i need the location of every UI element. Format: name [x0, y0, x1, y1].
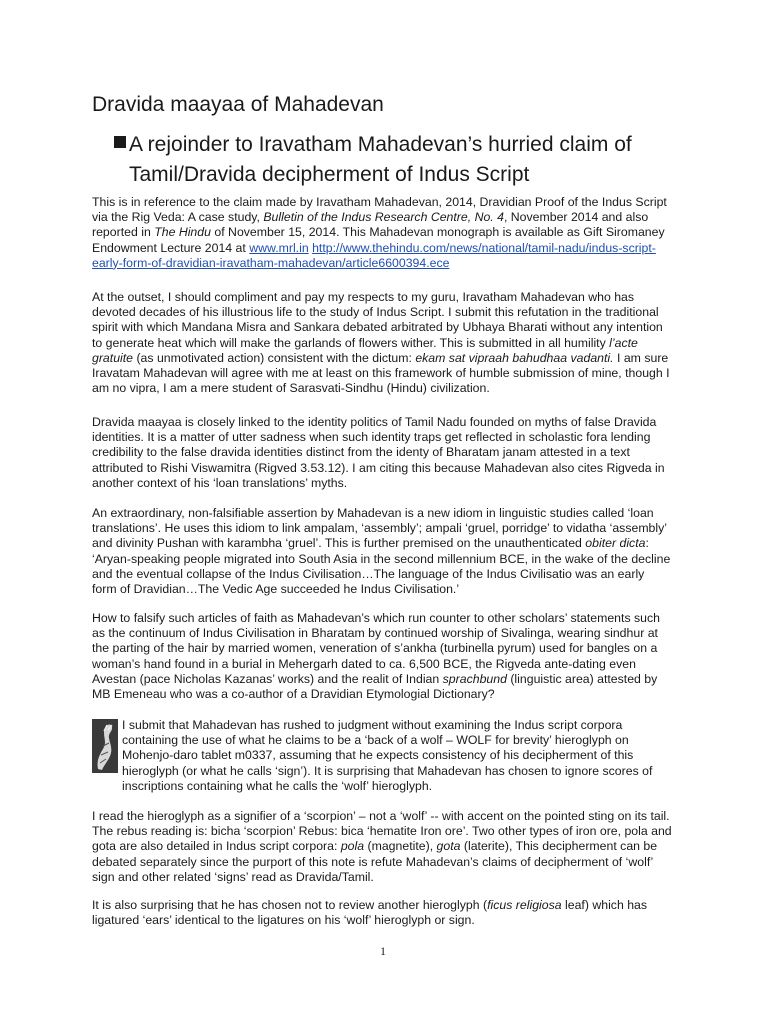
subtitle-line-1: A rejoinder to Iravatham Mahadevan’s hurried claim of [129, 133, 632, 156]
p8-text-a: It is also surprising that he has chosen not to review another hieroglyph ( [92, 898, 488, 912]
wolf-hieroglyph-figure [92, 719, 118, 773]
paragraph-7 [92, 809, 672, 885]
p1-text-a: This is in reference to the claim made by Iravatham Mahadevan, 2014, Dravidian Proof of the Indus Script via the Rig Veda: A case study, [92, 195, 667, 225]
thehindu-link[interactable]: http://www.thehindu.com/news/national/tamil-nadu/indus-script-early-form-of-dravidian-iravatham-mahadevan/article6600394.ece [92, 240, 656, 270]
paragraph-3: Dravida maayaa is closely linked to the identity politics of Tamil Nadu founded on myths of false Dravida identities. It is a matter of utter sadness when such identity traps get reflected in scholastic fora lending credibility to the false dravida identities distinct from the identy of Bharatam janam attested in a text attributed to Rishi Viswamitra (Rigved 3.53.12). I am citing this because Mahadevan also cites Rigveda in another context of his ‘loan translations’ myths. [92, 415, 665, 490]
p7-text-e: (laterite), This decipherment can be debated separately since the purport of this note is refute Mahadevan’s claims of decipherment of ‘wolf’ sign and other related ‘signs’ read as Dravida/Tamil. [92, 839, 658, 884]
p7-text-a: I read the hieroglyph as a signifier of a ‘scorpion’ – not a ‘wolf’ -- with accent on the pointed sting on its tail. The rebus reading is: bicha ‘scorpion’ Rebus: bica ‘hematite Iron ore’. Two other types of iron ore, pola and gota are also detailed in Indus script corpora: [92, 809, 672, 854]
p2-text-d: ekam sat vipraah bahudhaa vadanti. [415, 350, 614, 365]
p8-text-b: ficus religiosa [487, 898, 562, 912]
p7-text-b: pola [340, 839, 365, 854]
p5-text-a: How to falsify such articles of faith as Mahadevan’s which run counter to other scholars’ statements such as the continuum of Indus Civilisation in Bharatam by continued worship of Sivalinga, wearing sindhur at the parting of the hair by married women, veneration of s’ankha (turbinella pyrum) used for bangles on a woman’s hand found in a burial in Mehergarh dated to ca. 6,500 BCE, the Rigveda ante-dating even Avestan (pace Nicholas Kazanas’ works) and the realit of Indian [92, 611, 660, 686]
p1-text-e: of November 15, 2014. This Mahadevan monograph is available as Gift Siromaney Endowment Lecture 2014 at [92, 225, 665, 255]
paragraph-2 [92, 290, 672, 396]
p2-text-b: l’acte gratuite [92, 335, 638, 365]
p4-text-a: An extraordinary, non-falsifiable assertion by Mahadevan is a new idiom in linguistic studies called ‘loan translations’. He uses this idiom to link ampalam, ‘assembly’; ampali ‘gruel, porridge’ to vidatha ‘assembly’ and divinity Pushan with karambha ‘gruel’. This is further premised on the unauthenticated [92, 506, 667, 551]
p7-text-d: gota [436, 839, 461, 854]
square-bullet-icon [114, 136, 126, 148]
p2-text-c: (as unmotivated action) consistent with the dictum: [133, 350, 416, 365]
paragraph-1 [92, 195, 672, 271]
p4-text-c: : ‘Aryan-speaking people migrated into South Asia in the second millennium BCE, in the wake of the decline and the eventual collapse of the Indus Civilisation…The language of the Indus Civilisatio was an early form of Dravidian…The Vedic Age succeeded he Indus Civilisation.’ [92, 536, 671, 597]
p2-text-e: I am sure Iravatam Mahadevan will agree with me at least on this framework of humble submission of mine, though I am no vipra, I am a mere student of Sarasvati-Sindhu (Hindu) civilization. [92, 350, 670, 396]
p2-text-a: At the outset, I should compliment and pay my respects to my guru, Iravatham Mahadevan who has devoted decades of his illustrious life to the study of Indus Script. I submit this refutation in the traditional spirit with which Mandana Misra and Sankara debated arbitrated by Ubhaya Bharati without any intention to generate heat which will make the garlands of flowers wither. This is submitted in all humility [92, 290, 663, 350]
paragraph-5 [92, 611, 672, 702]
paragraph-8 [92, 898, 672, 928]
page-number: 1 [380, 944, 386, 958]
p5-text-c: (linguistic area) attested by MB Emeneau who was a co-author of a Dravidian Etymologial Dictionary? [92, 671, 658, 702]
p1-text-c: , November 2014 and also reported in [92, 210, 649, 240]
p5-text-b: sprachbund [442, 671, 507, 686]
p8-text-c: leaf) which has ligatured ‘ears’ identical to the ligatures on his ‘wolf’ hieroglyph or sign. [92, 898, 648, 928]
document-title: Dravida maayaa of Mahadevan [92, 93, 384, 116]
p1-text-b: Bulletin of the Indus Research Centre, No. 4 [263, 210, 504, 225]
paragraph-6: I submit that Mahadevan has rushed to judgment without examining the Indus script corpora containing the use of what he claims to be a ‘back of a wolf – WOLF for brevity’ hieroglyph on Mohenjo-daro tablet m0337, assuming that he expects consistency of his decipherment of this hieroglyph (or what he calls ‘sign’). It is surprising that Mahadevan has chosen to ignore scores of inscriptions containing what he calls the ‘wolf’ hieroglyph. [122, 718, 653, 793]
p4-text-b: obiter dicta [585, 536, 646, 551]
document-subtitle [114, 130, 674, 190]
document-page [92, 0, 674, 1024]
subtitle-line-2: Tamil/Dravida decipherment of Indus Script [129, 163, 530, 186]
p1-text-d: The Hindu [154, 225, 211, 240]
paragraph-4 [92, 506, 672, 597]
mrl-link[interactable]: www.mrl.in [249, 240, 309, 255]
p7-text-c: (magnetite), [364, 839, 437, 854]
